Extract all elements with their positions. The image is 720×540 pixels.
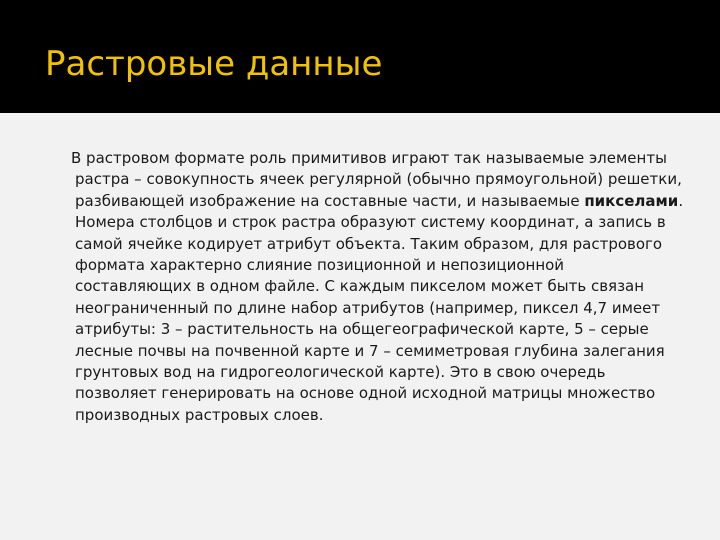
- paragraph-text-start: В растровом формате роль примитивов играют так называемые элементы растра – совокупность ячеек регулярной (обычно прямоугольной) решетки, разбивающей изображение на составные части, и называемые: [71, 149, 682, 210]
- paragraph-text-end: . Номера столбцов и строк растра образуют систему координат, а запись в самой ячейке кодирует атрибут объекта. Таким образом, для растрового формата характерно слияние позиционной и непозиционной составляющих в одном файле. С каждым пикселом может быть связан неограниченный по длине набор атрибутов (например, пиксел 4,7 имеет атрибуты: 3 – растительность на общегеографической карте, 5 – серые лесные почвы на почвенной карте и 7 – семиметровая глубина залегания грунтовых вод на гидрогеологической карте). Это в свою очередь позволяет генерировать на основе одной исходной матрицы множество производных растровых слоев.: [75, 191, 684, 424]
- body-paragraph: [71, 148, 685, 426]
- slide-title: Растровые данные: [45, 44, 383, 84]
- highlighted-term: пикселами: [584, 191, 679, 210]
